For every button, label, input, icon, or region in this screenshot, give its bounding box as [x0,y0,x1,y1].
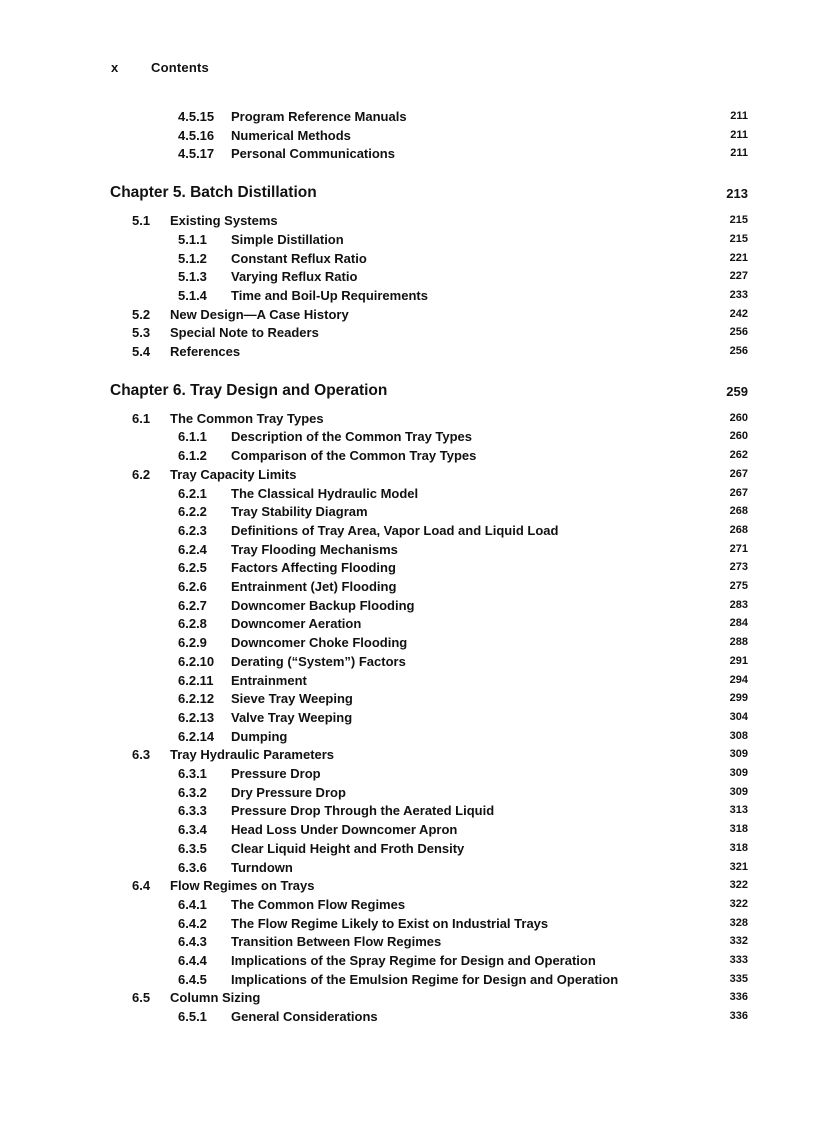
toc-entry-page: 221 [729,251,748,264]
toc-entry-number: 6.3.5 [178,840,207,856]
toc-entry-title: Time and Boil-Up Requirements [231,287,428,303]
toc-entry-title: References [170,344,241,359]
toc-entry-number: 6.1.1 [178,429,207,445]
toc-subsection [0,691,816,709]
toc-entry-page: 294 [729,673,748,686]
running-header [111,60,209,75]
toc-section [0,325,816,343]
toc-chapter [0,382,816,404]
toc-entry-page: 336 [729,991,748,1004]
toc-subsection [0,710,816,728]
toc-entry-title: The Classical Hydraulic Model [231,485,419,501]
toc-entry-page: 288 [729,636,748,649]
toc-entry-number: 6.2.5 [178,560,207,576]
toc-entry-number: 6.2.2 [178,504,207,520]
toc-entry-page: 211 [730,128,748,141]
toc-entry-number: 6.2.12 [178,691,215,707]
toc-entry-page: 267 [729,467,748,480]
toc-entry-number: 6.2.14 [178,728,215,744]
toc-entry-page: 336 [729,1010,748,1023]
toc-entry-page: 321 [729,860,748,873]
toc-entry-number: 6.2.10 [178,653,215,669]
toc-entry-title: Dumping [231,728,288,744]
toc-entry-title: Derating (“System”) Factors [231,653,406,669]
toc-subsection [0,673,816,691]
toc-subsection [0,232,816,250]
toc-entry-title: Pressure Drop Through the Aerated Liquid [231,803,495,819]
toc-section [0,411,816,429]
toc-entry-page: 283 [729,598,748,611]
toc-entry-title: Turndown [231,859,293,875]
toc-section [0,990,816,1008]
toc-subsection [0,803,816,821]
toc-entry-number: 4.5.17 [178,146,215,162]
toc-section [0,307,816,325]
toc-entry-number: 6.2.4 [178,541,207,557]
toc-subsection [0,729,816,747]
toc-entry-title: Existing Systems [170,213,278,229]
toc-entry-title: Personal Communications [231,146,395,162]
toc-entry-title: Pressure Drop [231,766,321,781]
toc-entry-number: 5.2 [132,306,151,322]
toc-entry-number: 6.5 [132,990,151,1006]
toc-entry-page: 318 [729,841,748,854]
toc-entry-title: Downcomer Choke Flooding [231,635,408,651]
toc-section [0,878,816,896]
toc-entry-page: 215 [729,232,748,245]
toc-entry-page: 260 [729,430,748,443]
toc-entry-number: 6.3.2 [178,784,207,800]
toc-subsection [0,542,816,560]
toc-chapter [0,184,816,206]
toc-entry-page: 242 [729,307,748,320]
toc-entry-number: 6.4 [132,878,151,894]
toc-subsection [0,128,816,146]
toc-subsection [0,486,816,504]
toc-entry-number: 6.2.3 [178,522,207,538]
toc-entry-page: 309 [729,785,748,798]
toc-entry-title: Column Sizing [170,990,261,1006]
toc-entry-title: New Design—A Case History [170,306,349,322]
toc-entry-number: 6.2.8 [178,616,207,632]
toc-subsection [0,916,816,934]
toc-entry-number: 6.4.4 [178,953,207,968]
toc-subsection [0,429,816,447]
toc-entry-page: 299 [729,692,748,705]
toc-entry-number: 6.2.11 [178,672,214,688]
toc-entry-page: 284 [729,617,748,630]
toc-entry-number: 6.3.3 [178,803,207,819]
toc-entry-title: Chapter 6. Tray Design and Operation [110,381,388,399]
toc-entry-title: General Considerations [231,1009,378,1025]
toc-entry-number: 6.2.6 [178,579,207,594]
toc-subsection [0,972,816,990]
toc-entry-number: 6.2.1 [178,485,207,501]
toc-entry-page: 262 [729,449,748,462]
toc-entry-page: 267 [729,486,748,499]
toc-entry-number: 6.5.1 [178,1009,207,1025]
toc-entry-title: The Flow Regime Likely to Exist on Industrial Trays [231,915,549,931]
toc-entry-page: 215 [729,214,748,227]
toc-entry-number: 6.3.4 [178,822,207,838]
toc-section [0,344,816,362]
toc-entry-number: 6.3 [132,747,151,763]
toc-entry-title: Tray Flooding Mechanisms [231,541,398,557]
toc-entry-number: 6.4.3 [178,934,207,950]
toc-entry-title: Tray Capacity Limits [170,466,297,482]
toc-entry-number: 5.4 [132,344,151,359]
toc-entry-number: 6.1.2 [178,448,207,464]
toc-entry-number: 5.1.4 [178,287,207,303]
toc-entry-title: Numerical Methods [231,127,351,143]
toc-entry-number: 6.2.13 [178,709,215,725]
toc-entry-page: 322 [729,897,748,910]
toc-entry-page: 308 [729,729,748,742]
toc-subsection [0,251,816,269]
toc-subsection [0,766,816,784]
toc-entry-title: Dry Pressure Drop [231,784,346,800]
toc-entry-page: 313 [729,804,748,817]
toc-entry-page: 273 [729,561,748,574]
toc-entry-page: 309 [729,748,748,761]
toc-entry-title: Valve Tray Weeping [231,709,353,725]
toc-entry-page: 275 [729,580,748,592]
toc-subsection [0,897,816,915]
toc-subsection [0,822,816,840]
toc-entry-page: 268 [729,523,748,536]
toc-entry-page: 211 [730,110,748,122]
toc-entry-page: 213 [726,186,748,202]
toc-entry-title: Program Reference Manuals [231,109,407,124]
toc-entry-page: 271 [729,542,748,555]
toc-entry-page: 233 [729,288,748,301]
toc-entry-page: 256 [729,345,748,357]
toc-entry-page: 268 [729,505,748,518]
toc-subsection [0,579,816,597]
toc-subsection [0,1009,816,1027]
toc-subsection [0,934,816,952]
toc-entry-page: 335 [729,972,748,985]
toc-entry-title: Description of the Common Tray Types [231,429,473,445]
toc-entry-page: 256 [729,326,748,339]
toc-entry-title: Flow Regimes on Trays [170,878,315,894]
toc-entry-page: 304 [729,710,748,723]
toc-subsection [0,635,816,653]
toc-subsection [0,616,816,634]
toc-entry-title: Clear Liquid Height and Froth Density [231,840,465,856]
toc-entry-page: 227 [729,270,748,283]
toc-subsection [0,598,816,616]
toc-entry-title: Implications of the Spray Regime for Design and Operation [231,953,596,968]
toc-entry-title: Implications of the Emulsion Regime for Design and Operation [231,971,619,987]
toc-subsection [0,288,816,306]
toc-entry-title: Definitions of Tray Area, Vapor Load and Liquid Load [231,522,559,538]
toc-entry-title: Transition Between Flow Regimes [231,934,442,950]
toc-entry-page: 333 [729,954,748,966]
toc-subsection [0,654,816,672]
toc-entry-number: 4.5.15 [178,109,215,124]
toc-entry-page: 332 [729,935,748,948]
toc-entry-page: 318 [729,823,748,836]
toc-subsection [0,953,816,971]
running-header-title: Contents [151,60,209,75]
toc-entry-page: 328 [729,916,748,929]
toc-entry-title: Downcomer Aeration [231,616,362,632]
toc-entry-page: 259 [726,383,748,399]
toc-entry-number: 6.2.9 [178,635,207,651]
toc-entry-title: The Common Tray Types [170,410,324,426]
page-number-roman: x [111,60,119,75]
toc-entry-number: 6.4.2 [178,915,207,931]
toc-entry-title: Entrainment [231,672,307,688]
toc-entry-number: 4.5.16 [178,127,215,143]
toc-entry-title: Sieve Tray Weeping [231,691,353,707]
toc-entry-number: 5.3 [132,325,151,341]
toc-entry-title: Special Note to Readers [170,325,319,341]
toc-subsection [0,523,816,541]
toc-section [0,747,816,765]
toc-entry-title: Head Loss Under Downcomer Apron [231,822,458,838]
toc-entry-title: Comparison of the Common Tray Types [231,448,477,464]
toc-subsection [0,860,816,878]
toc-entry-page: 322 [729,879,748,892]
toc-entry-title: Chapter 5. Batch Distillation [110,184,317,202]
toc-entry-page: 291 [729,654,748,667]
toc-entry-title: The Common Flow Regimes [231,896,406,912]
toc-entry-title: Varying Reflux Ratio [231,269,358,285]
toc-entry-number: 5.1.1 [178,231,207,247]
toc-subsection [0,560,816,578]
toc-entry-title: Downcomer Backup Flooding [231,597,415,613]
toc-entry-number: 6.3.1 [178,766,207,781]
toc-entry-title: Tray Stability Diagram [231,504,368,520]
toc-subsection [0,785,816,803]
toc-entry-title: Simple Distillation [231,231,344,247]
toc-section [0,213,816,231]
toc-entry-number: 6.3.6 [178,859,207,875]
toc-entry-page: 260 [729,411,748,424]
toc-subsection [0,109,816,127]
toc-section [0,467,816,485]
toc-subsection [0,146,816,164]
toc-entry-number: 5.1.2 [178,250,207,266]
toc-entry-page: 211 [730,147,748,160]
toc-subsection [0,504,816,522]
toc-entry-number: 5.1 [132,213,151,229]
toc-subsection [0,269,816,287]
toc-subsection [0,448,816,466]
toc-entry-number: 6.2 [132,466,151,482]
toc-entry-number: 6.4.1 [178,896,207,912]
toc-entry-title: Constant Reflux Ratio [231,250,367,266]
toc-entry-number: 6.1 [132,410,151,426]
toc-entry-number: 6.2.7 [178,597,207,613]
toc-entry-title: Factors Affecting Flooding [231,560,396,576]
toc-subsection [0,841,816,859]
toc-entry-page: 309 [729,767,748,779]
toc-entry-number: 6.4.5 [178,971,207,987]
toc-entry-number: 5.1.3 [178,269,207,285]
toc-entry-title: Tray Hydraulic Parameters [170,747,335,763]
toc-entry-title: Entrainment (Jet) Flooding [231,579,397,594]
